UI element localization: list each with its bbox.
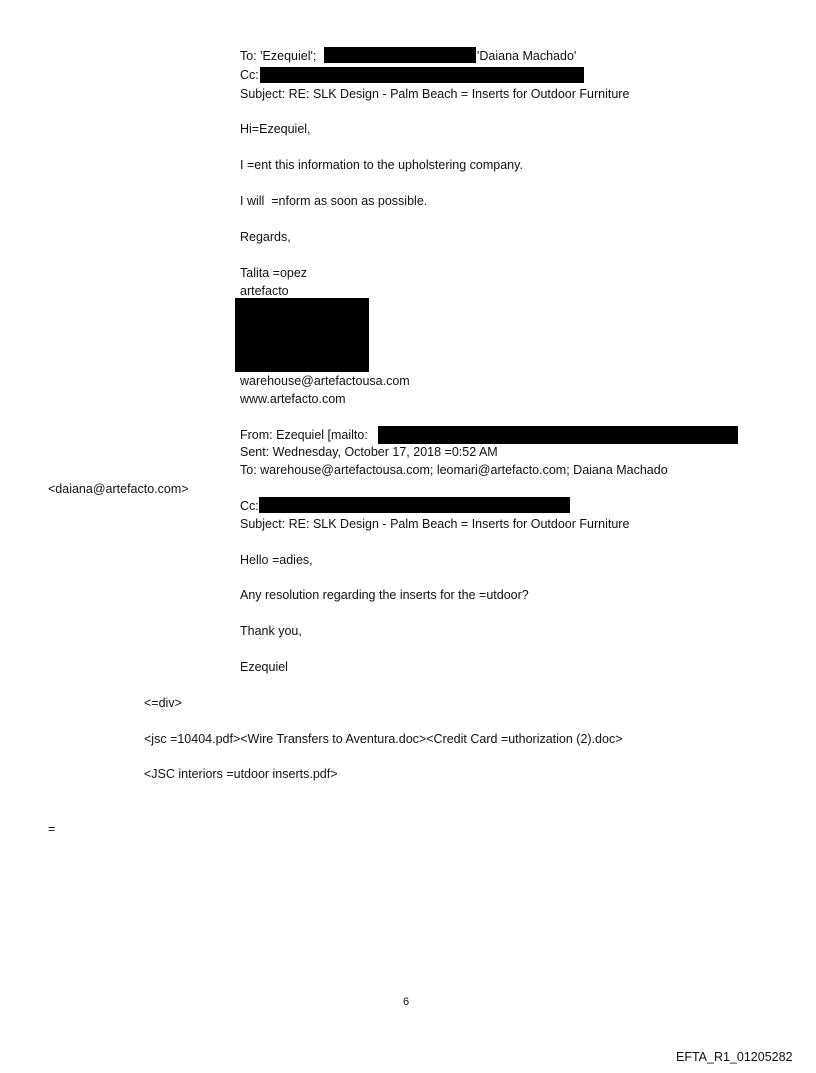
- email2-subject: Subject: RE: SLK Design - Palm Beach = Inserts for Outdoor Furniture: [240, 517, 630, 531]
- email1-cc-line: Cc:: [240, 68, 259, 82]
- email1-to-recipient: 'Daiana Machado': [477, 49, 577, 63]
- email1-body-line: I will =nform as soon as possible.: [240, 194, 428, 208]
- email2-body: Any resolution regarding the inserts for the =utdoor?: [240, 588, 529, 602]
- attachment-list: <JSC interiors =utdoor inserts.pdf>: [144, 767, 338, 781]
- bates-number: EFTA_R1_01205282: [676, 1050, 793, 1064]
- redaction-block: [235, 298, 369, 372]
- email1-closing: Regards,: [240, 230, 291, 244]
- redaction-block: [324, 47, 476, 63]
- signature-email: warehouse@artefactousa.com: [240, 374, 410, 388]
- email2-sent-line: Sent: Wednesday, October 17, 2018 =0:52 AM: [240, 445, 498, 459]
- email2-to-line: To: warehouse@artefactousa.com; leomari@artefacto.com; Daiana Machado: [240, 463, 668, 477]
- redaction-block: [260, 67, 584, 83]
- signature-website: www.artefacto.com: [240, 392, 346, 406]
- email2-from-line: From: Ezequiel [mailto:: [240, 428, 368, 442]
- email1-to-line: To: 'Ezequiel';: [240, 49, 317, 63]
- signature-company: artefacto: [240, 284, 289, 298]
- email1-greeting: Hi=Ezequiel,: [240, 122, 311, 136]
- signature-name: Talita =opez: [240, 266, 308, 280]
- attachment-list: <jsc =10404.pdf><Wire Transfers to Aventura.doc><Credit Card =uthorization (2).doc>: [144, 732, 623, 746]
- equals-marker: =: [48, 822, 56, 836]
- email2-greeting: Hello =adies,: [240, 553, 313, 567]
- redaction-block: [378, 426, 738, 444]
- email1-body-line: I =ent this information to the upholstering company.: [240, 158, 523, 172]
- email2-closing: Thank you,: [240, 624, 302, 638]
- email2-cc-line: Cc:: [240, 499, 259, 513]
- email1-subject: Subject: RE: SLK Design - Palm Beach = Inserts for Outdoor Furniture: [240, 87, 630, 101]
- page-number: 6: [403, 996, 410, 1008]
- email2-to-wrap: <daiana@artefacto.com>: [48, 482, 189, 496]
- email2-signature-name: Ezequiel: [240, 660, 288, 674]
- div-marker: <=div>: [144, 696, 182, 710]
- redaction-block: [259, 497, 570, 513]
